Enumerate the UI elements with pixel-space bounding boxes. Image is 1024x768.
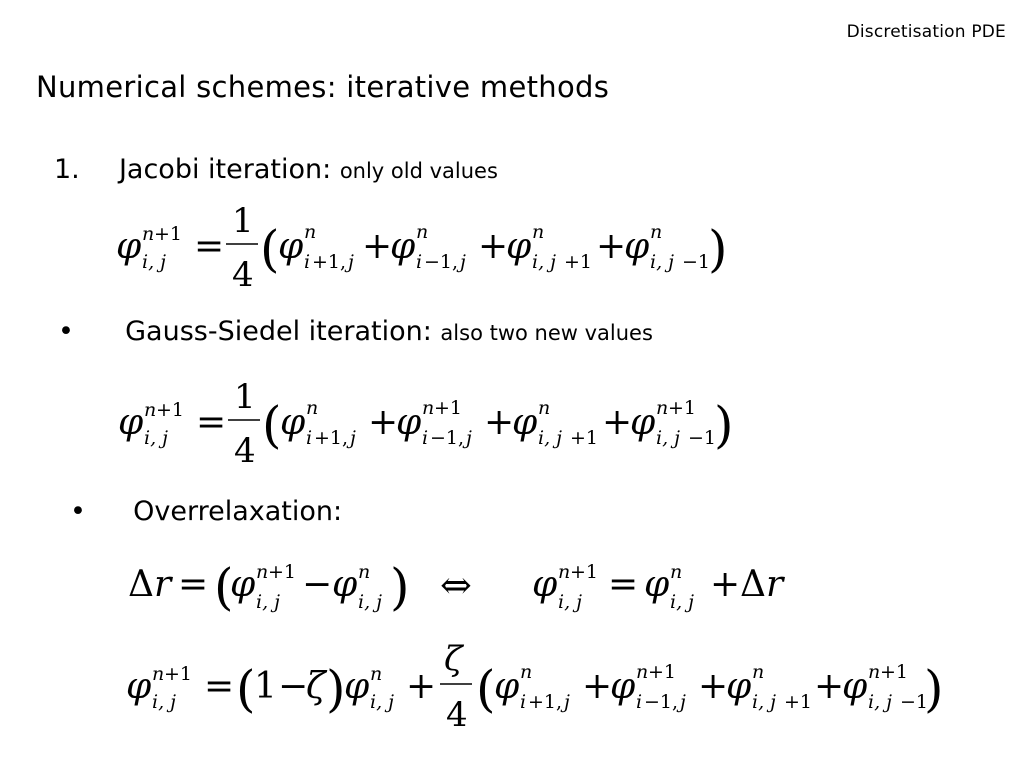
slide-header: Discretisation PDE: [846, 22, 1006, 42]
svg-text:+1: +1: [784, 691, 813, 713]
list-marker: 1.: [54, 154, 80, 185]
slide-title: Numerical schemes: iterative methods: [36, 70, 610, 104]
svg-text:n: n: [670, 561, 683, 583]
svg-text:+1,: +1,: [314, 427, 349, 449]
svg-text:φ: φ: [610, 666, 636, 707]
svg-text:−1: −1: [688, 427, 717, 449]
svg-text:Δ: Δ: [740, 564, 766, 605]
svg-text:i, j: i, j: [650, 251, 675, 273]
svg-text:=: =: [608, 564, 639, 605]
svg-text:1: 1: [254, 666, 277, 707]
svg-text:(: (: [214, 558, 234, 616]
svg-text:ζ: ζ: [444, 639, 463, 679]
svg-text:i, j: i, j: [256, 591, 281, 613]
svg-text:+1: +1: [268, 561, 297, 583]
svg-text:−1: −1: [682, 251, 711, 273]
svg-text:φ: φ: [280, 402, 306, 443]
svg-text:+1: +1: [156, 399, 185, 421]
svg-text:i: i: [416, 251, 423, 273]
svg-text:+: +: [602, 402, 633, 443]
svg-text:4: 4: [234, 431, 256, 471]
svg-text:φ: φ: [630, 402, 656, 443]
svg-text:+: +: [362, 226, 393, 267]
svg-text:n: n: [752, 661, 765, 683]
svg-text:i, j: i, j: [358, 591, 383, 613]
svg-text:+: +: [582, 666, 613, 707]
svg-text:n: n: [656, 397, 669, 419]
svg-text:(: (: [260, 220, 280, 278]
svg-text:n: n: [650, 221, 663, 243]
svg-text:r: r: [154, 564, 172, 605]
svg-text:φ: φ: [278, 226, 304, 267]
svg-text:i: i: [306, 427, 313, 449]
svg-text:): ): [714, 396, 734, 454]
svg-text:−1: −1: [900, 691, 929, 713]
svg-text:i: i: [304, 251, 311, 273]
section-gauss-seidel: [58, 316, 653, 347]
svg-text:+1: +1: [564, 251, 593, 273]
svg-text:n: n: [558, 561, 571, 583]
svg-text:i, j: i, j: [370, 691, 395, 713]
svg-text:i, j: i, j: [868, 691, 893, 713]
svg-text:φ: φ: [512, 402, 538, 443]
svg-text:=: =: [194, 226, 225, 267]
svg-text:i, j: i, j: [532, 251, 557, 273]
section-jacobi: [54, 154, 498, 185]
svg-text:1: 1: [234, 377, 256, 417]
svg-text:j: j: [460, 251, 466, 273]
svg-text:n: n: [868, 661, 881, 683]
svg-text:): ): [924, 660, 944, 718]
svg-text:n: n: [520, 661, 533, 683]
svg-text:φ: φ: [494, 666, 520, 707]
svg-text:φ: φ: [332, 564, 358, 605]
bullet-marker: •: [58, 316, 74, 347]
svg-text:(: (: [236, 660, 256, 718]
svg-text:j: j: [564, 691, 570, 713]
svg-text:+: +: [406, 666, 437, 707]
svg-text:+1,: +1,: [528, 691, 563, 713]
svg-text:j: j: [680, 691, 686, 713]
svg-text:φ: φ: [126, 666, 152, 707]
svg-text:−1,: −1,: [644, 691, 679, 713]
svg-text:n: n: [142, 223, 155, 245]
svg-text:4: 4: [446, 695, 468, 735]
svg-text:i, j: i, j: [656, 427, 681, 449]
svg-text:⇔: ⇔: [440, 563, 472, 607]
svg-text:+1: +1: [880, 661, 909, 683]
svg-text:1: 1: [232, 201, 254, 241]
section-heading: Gauss-Siedel iteration:: [125, 316, 432, 347]
svg-text:n: n: [144, 399, 157, 421]
svg-text:+: +: [478, 226, 509, 267]
svg-text:=: =: [204, 666, 235, 707]
svg-text:φ: φ: [116, 226, 142, 267]
svg-text:i, j: i, j: [538, 427, 563, 449]
svg-text:i, j: i, j: [752, 691, 777, 713]
svg-text:n: n: [370, 663, 383, 685]
equation-sor: [122, 632, 952, 738]
section-heading: Overrelaxation:: [133, 496, 343, 527]
svg-text:n: n: [358, 561, 371, 583]
svg-text:r: r: [766, 564, 784, 605]
svg-text:φ: φ: [624, 226, 650, 267]
svg-text:+: +: [596, 226, 627, 267]
svg-text:n: n: [256, 561, 269, 583]
svg-text:n: n: [532, 221, 545, 243]
svg-text:−1,: −1,: [424, 251, 459, 273]
svg-text:+: +: [710, 564, 741, 605]
svg-text:n: n: [306, 397, 319, 419]
svg-text:): ): [390, 558, 410, 616]
svg-text:+1: +1: [434, 397, 463, 419]
svg-text:φ: φ: [644, 564, 670, 605]
svg-text:i, j: i, j: [670, 591, 695, 613]
svg-text:+1: +1: [570, 561, 599, 583]
svg-text:φ: φ: [344, 666, 370, 707]
svg-text:+1: +1: [648, 661, 677, 683]
svg-text:i, j: i, j: [558, 591, 583, 613]
svg-text:n: n: [636, 661, 649, 683]
svg-text:−: −: [278, 666, 309, 707]
svg-text:+: +: [484, 402, 515, 443]
svg-text:n: n: [304, 221, 317, 243]
svg-text:=: =: [178, 564, 209, 605]
svg-text:+1: +1: [164, 663, 193, 685]
svg-text:n: n: [152, 663, 165, 685]
equation-gauss-seidel: [114, 372, 754, 478]
svg-text:(: (: [262, 396, 282, 454]
svg-text:φ: φ: [390, 226, 416, 267]
svg-text:+1: +1: [668, 397, 697, 419]
svg-text:−: −: [302, 564, 333, 605]
bullet-marker: •: [70, 496, 86, 527]
svg-text:−1,: −1,: [430, 427, 465, 449]
svg-text:+1: +1: [154, 223, 183, 245]
svg-text:+: +: [698, 666, 729, 707]
svg-text:+1: +1: [570, 427, 599, 449]
svg-text:φ: φ: [230, 564, 256, 605]
svg-text:i: i: [422, 427, 429, 449]
svg-text:φ: φ: [506, 226, 532, 267]
svg-text:): ): [326, 660, 346, 718]
svg-text:Δ: Δ: [128, 564, 154, 605]
svg-text:4: 4: [232, 255, 254, 295]
svg-text:i: i: [636, 691, 643, 713]
svg-text:ζ: ζ: [306, 666, 326, 707]
svg-text:+: +: [368, 402, 399, 443]
svg-text:φ: φ: [726, 666, 752, 707]
svg-text:φ: φ: [118, 402, 144, 443]
equation-jacobi: [112, 196, 752, 302]
svg-text:φ: φ: [396, 402, 422, 443]
svg-text:i, j: i, j: [142, 251, 167, 273]
svg-text:(: (: [476, 660, 496, 718]
section-note: only old values: [339, 159, 498, 183]
svg-text:i: i: [520, 691, 527, 713]
svg-text:n: n: [416, 221, 429, 243]
svg-text:i, j: i, j: [152, 691, 177, 713]
svg-text:j: j: [350, 427, 356, 449]
section-overrelaxation: [70, 496, 342, 527]
svg-text:+1,: +1,: [312, 251, 347, 273]
svg-text:φ: φ: [532, 564, 558, 605]
svg-text:φ: φ: [842, 666, 868, 707]
svg-text:n: n: [422, 397, 435, 419]
svg-text:j: j: [466, 427, 472, 449]
svg-text:i, j: i, j: [144, 427, 169, 449]
svg-text:): ): [708, 220, 728, 278]
section-heading: Jacobi iteration:: [118, 154, 332, 185]
svg-text:n: n: [538, 397, 551, 419]
equation-delta-r: [124, 542, 804, 622]
section-note: also two new values: [440, 321, 653, 345]
svg-text:+: +: [814, 666, 845, 707]
svg-text:j: j: [348, 251, 354, 273]
svg-text:=: =: [196, 402, 227, 443]
